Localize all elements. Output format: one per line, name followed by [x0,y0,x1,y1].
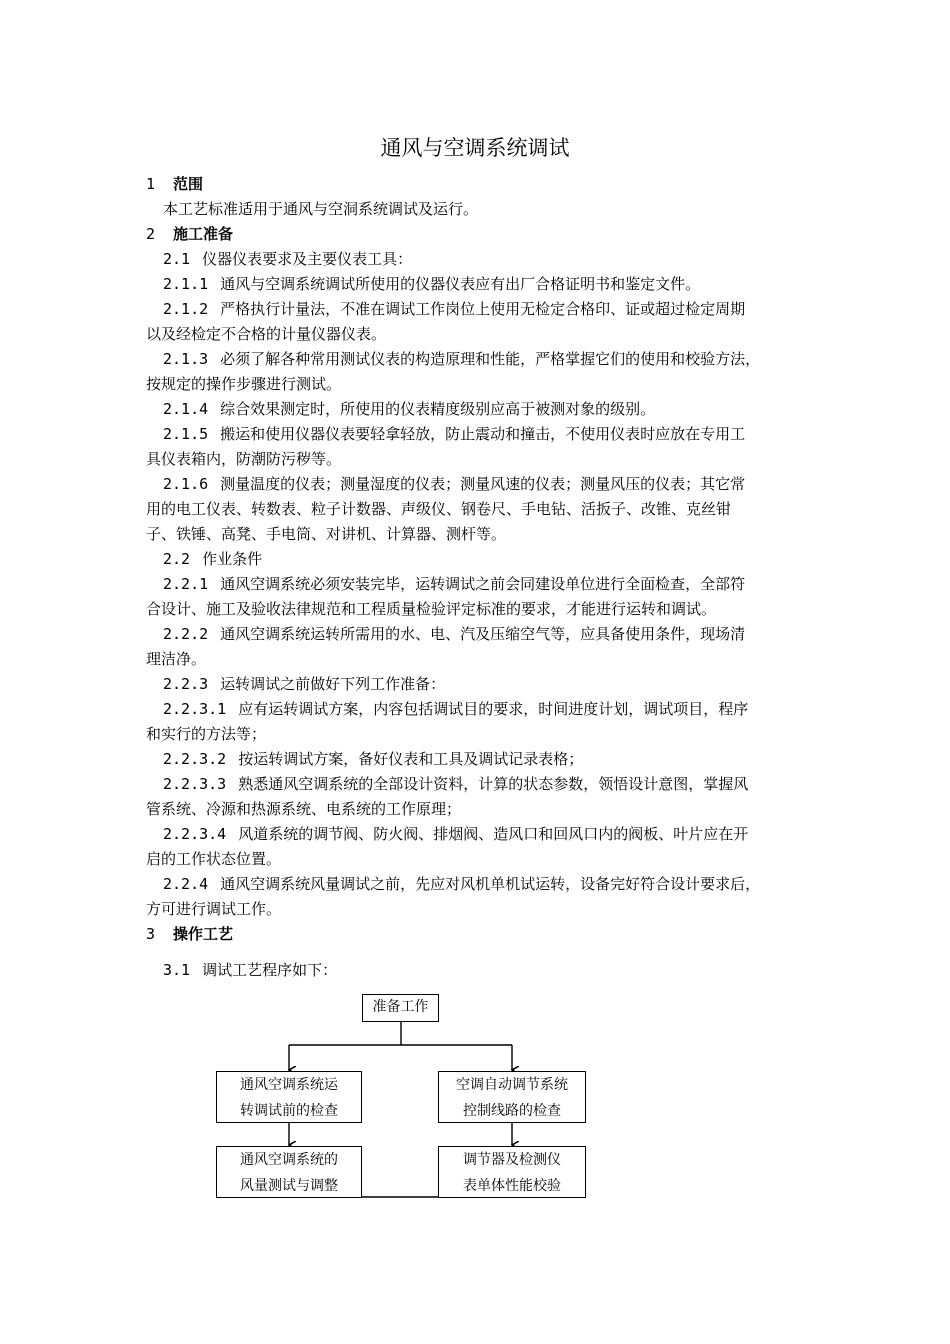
paragraph-line: 理洁净。 [146,650,207,668]
paragraph-line: 2.2.2 通风空调系统运转所需用的水、电、汽及压缩空气等，应具备使用条件，现场清 [163,625,746,643]
paragraph-line: 2.2.3.2 按运转调试方案，备好仪表和工具及调试记录表格； [163,750,584,768]
paragraph-line: 按规定的操作步骤进行测试。 [146,375,342,393]
paragraph-line: 2.1.4 综合效果测定时，所使用的仪表精度级别应高于被测对象的级别。 [163,400,656,418]
paragraph-line: 2.2.3.3 熟悉通风空调系统的全部设计资料，计算的状态参数，领悟设计意图，掌握风 [163,775,749,793]
paragraph-line: 具仪表箱内，防潮防污秽等。 [146,450,342,468]
section-heading: 3 操作工艺 [146,925,234,943]
section-heading: 2 施工准备 [146,225,234,243]
paragraph-line: 2.1.5 搬运和使用仪器仪表要轻拿轻放，防止震动和撞击，不使用仪表时应放在专用工 [163,425,746,443]
paragraph-line: 2.2.1 通风空调系统必须安装完毕，运转调试之前会同建设单位进行全面检查，全部符 [163,575,746,593]
page-title: 通风与空调系统调试 [380,136,570,160]
flow-node-pre-check: 通风空调系统运 转调试前的检查 [216,1071,362,1123]
flow-node-prepare: 准备工作 [362,994,439,1022]
paragraph-line: 本工艺标准适用于通风与空洞系统调试及运行。 [163,200,479,218]
paragraph-line: 2.2.4 通风空调系统风量调试之前，先应对风机单机试运转，设备完好符合设计要求后， [163,875,761,893]
paragraph-line: 方可进行调试工作。 [146,900,282,918]
paragraph-line: 2.1.3 必须了解各种常用测试仪表的构造原理和性能，严格掌握它们的使用和校验方法， [163,350,761,368]
paragraph-line: 2.1.1 通风与空调系统调试所使用的仪器仪表应有出厂合格证明书和鉴定文件。 [163,275,701,293]
paragraph-line: 用的电工仪表、转数表、粒子计数器、声级仪、钢卷尺、手电钻、活扳子、改锥、克丝钳 [146,500,732,518]
section-heading: 1 范围 [146,175,204,193]
flow-node-control-check: 空调自动调节系统 控制线路的检查 [438,1071,586,1123]
flow-node-instrument-calibration: 调节器及检测仪 表单体性能校验 [438,1146,586,1198]
paragraph-line: 2.1.2 严格执行计量法，不准在调试工作岗位上使用无检定合格印、证或超过检定周期 [163,300,746,318]
paragraph-line: 2.2.3.4 风道系统的调节阀、防火阀、排烟阀、造风口和回风口内的阀板、叶片应在开 [163,825,749,843]
paragraph-line: 3.1 调试工艺程序如下： [163,961,338,979]
paragraph-line: 2.2.3.1 应有运转调试方案，内容包括调试目的要求，时间进度计划，调试项目，程序 [163,700,749,718]
paragraph-line: 管系统、冷源和热源系统、电系统的工作原理； [146,800,462,818]
paragraph-line: 合设计、施工及验收法律规范和工程质量检验评定标准的要求，才能进行运转和调试。 [146,600,717,618]
paragraph-line: 2.2.3 运转调试之前做好下列工作准备： [163,675,446,693]
paragraph-line: 以及经检定不合格的计量仪器仪表。 [146,325,387,343]
paragraph-line: 2.2 作业条件 [163,550,263,568]
paragraph-line: 启的工作状态位置。 [146,850,282,868]
paragraph-line: 和实行的方法等； [146,725,267,743]
paragraph-line: 2.1.6 测量温度的仪表；测量湿度的仪表；测量风速的仪表；测量风压的仪表；其它常 [163,475,746,493]
flow-node-airflow-test: 通风空调系统的 风量测试与调整 [216,1146,362,1198]
paragraph-line: 2.1 仪器仪表要求及主要仪表工具： [163,250,413,268]
paragraph-line: 子、铁锤、高凳、手电筒、对讲机、计算器、测杆等。 [146,525,507,543]
